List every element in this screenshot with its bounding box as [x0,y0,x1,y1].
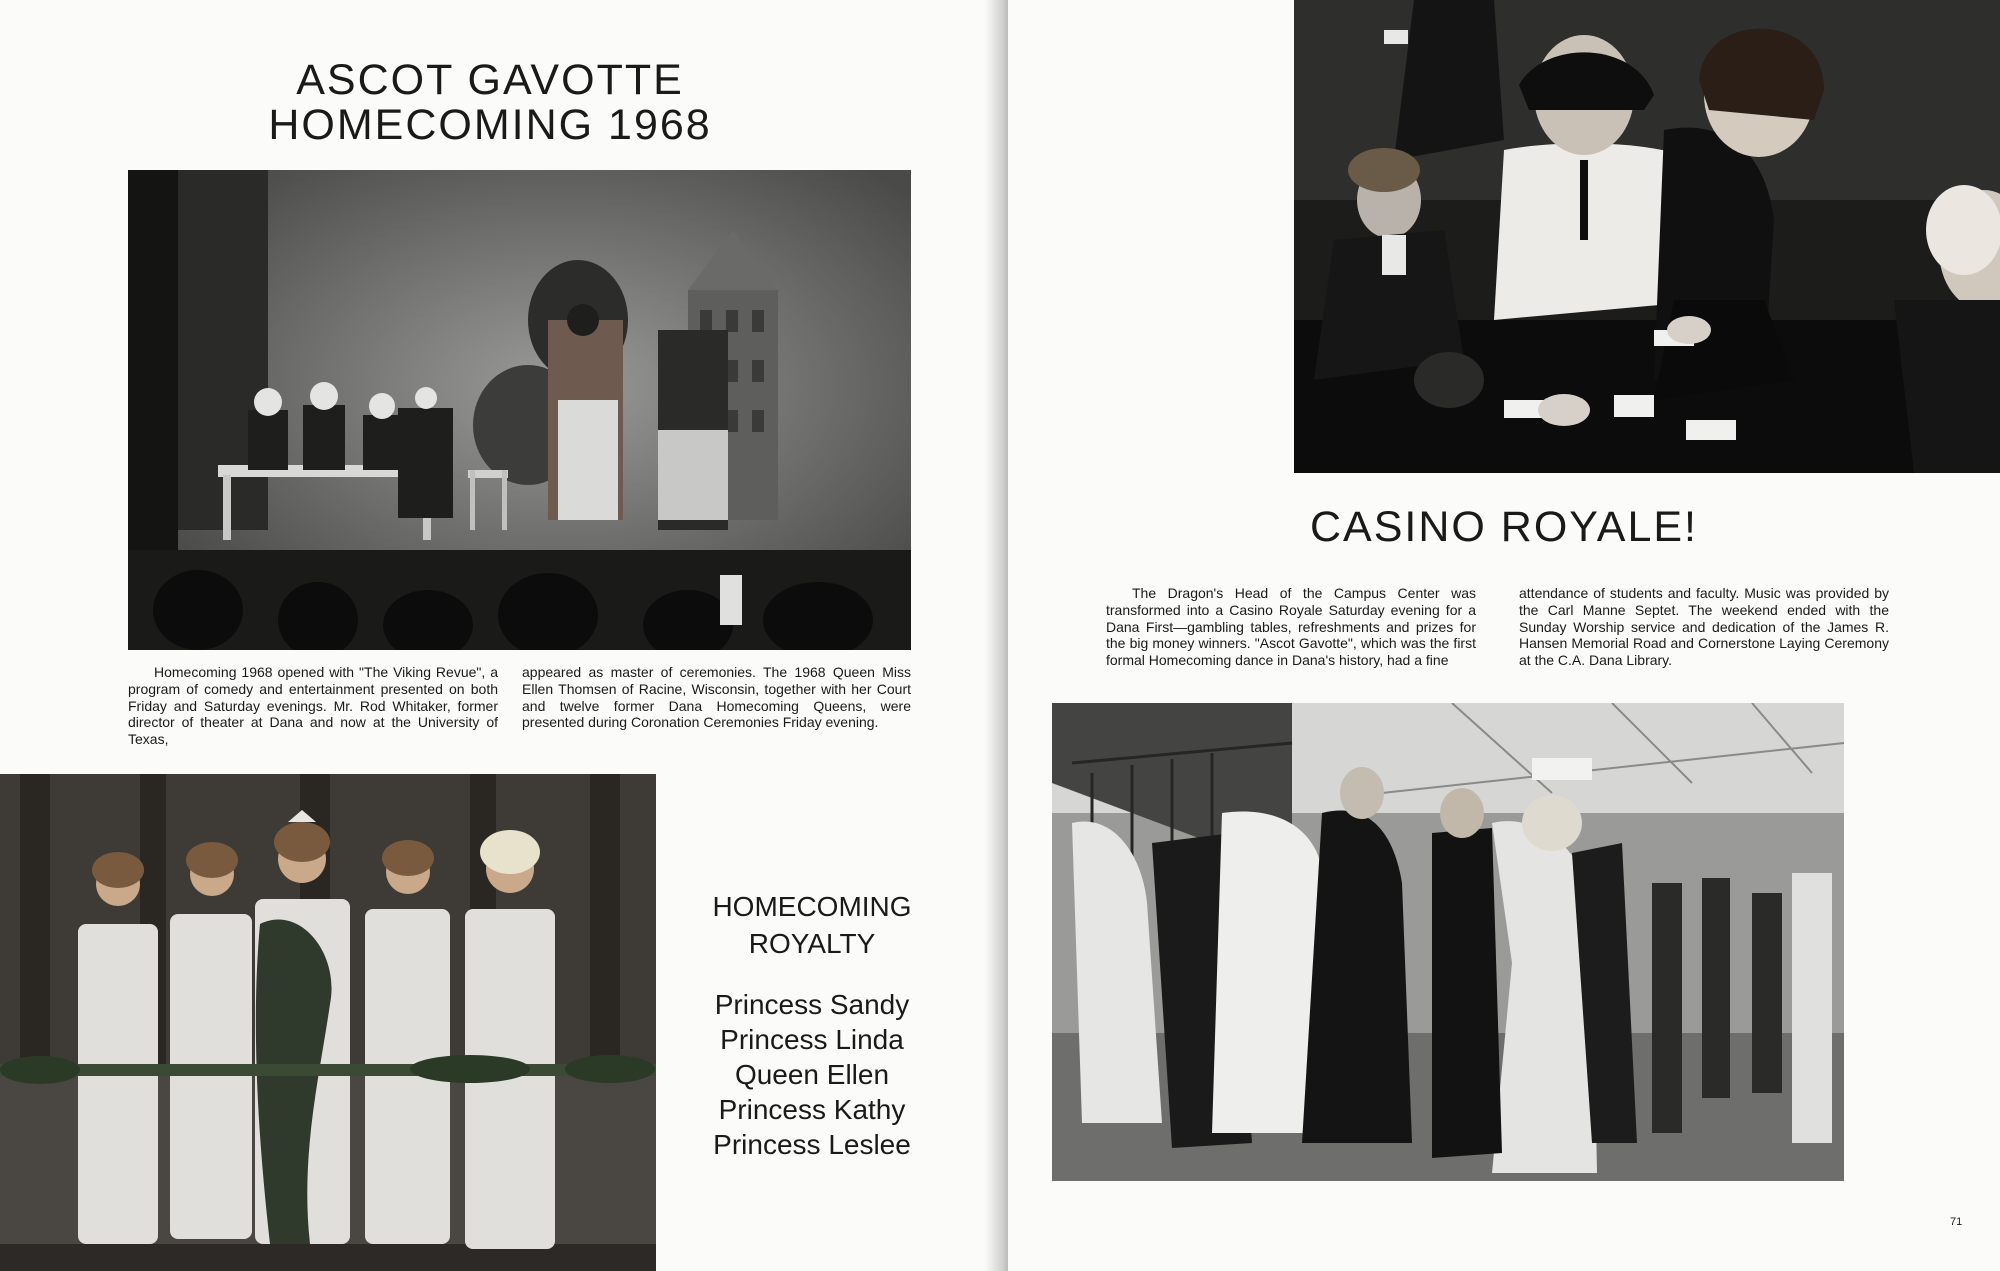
title-line-1: ASCOT GAVOTTE [296,56,684,104]
caption-text-1: Homecoming 1968 opened with "The Viking Revue", a program of comedy and entertainment presented on both Friday and Saturday evenings. Mr. Rod Whitaker, former director of theater at Dana and now at the University of Texas, [128,664,498,748]
right-page [1008,0,2000,1271]
body-text-2: attendance of students and faculty. Music was provided by the Carl Manne Septet. The weekend ended with the Sunday Worship service and dedication of the James R. Hansen Memorial Road and Cornerstone Laying Ceremony at the C.A. Dana Library. [1519,585,1889,669]
royalty-name: Princess Sandy [714,989,910,1020]
royalty-list [688,888,936,1162]
caption-text-2: appeared as master of ceremonies. The 1968 Queen Miss Ellen Thomsen of Racine, Wisconsin, together with her Court and twelve former Dana Homecoming Queens, were presented during Coronation Ceremonies Friday evening. [522,664,911,731]
stage-revue-photo [128,170,911,650]
page-number: 71 [1950,1216,1963,1228]
caption-column-2 [522,664,911,731]
royalty-heading-line-1: HOMECOMING [712,891,912,922]
royalty-name: Queen Ellen [734,1059,890,1090]
formal-dance-photo [1052,703,1844,1181]
homecoming-court-photo [0,774,656,1271]
casino-table-photo [1294,0,2000,473]
title-line-2: HOMECOMING 1968 [268,101,712,149]
royalty-heading-line-2: ROYALTY [748,928,876,959]
body-text-1: The Dragon's Head of the Campus Center was transformed into a Casino Royale Saturday evening for a Dana First—gambling tables, refreshments and prizes for the big money winners. "Ascot Gavotte", which was the first formal Homecoming dance in Dana's history, had a fine [1106,585,1476,669]
royalty-name: Princess Leslee [713,1129,911,1160]
caption-column-1 [128,664,498,748]
page-title [200,58,780,148]
body-column-1 [1106,585,1476,669]
casino-title: CASINO ROYALE! [1309,503,1699,551]
body-column-2 [1519,585,1889,669]
royalty-name: Princess Kathy [718,1094,906,1125]
royalty-name: Princess Linda [720,1024,904,1055]
